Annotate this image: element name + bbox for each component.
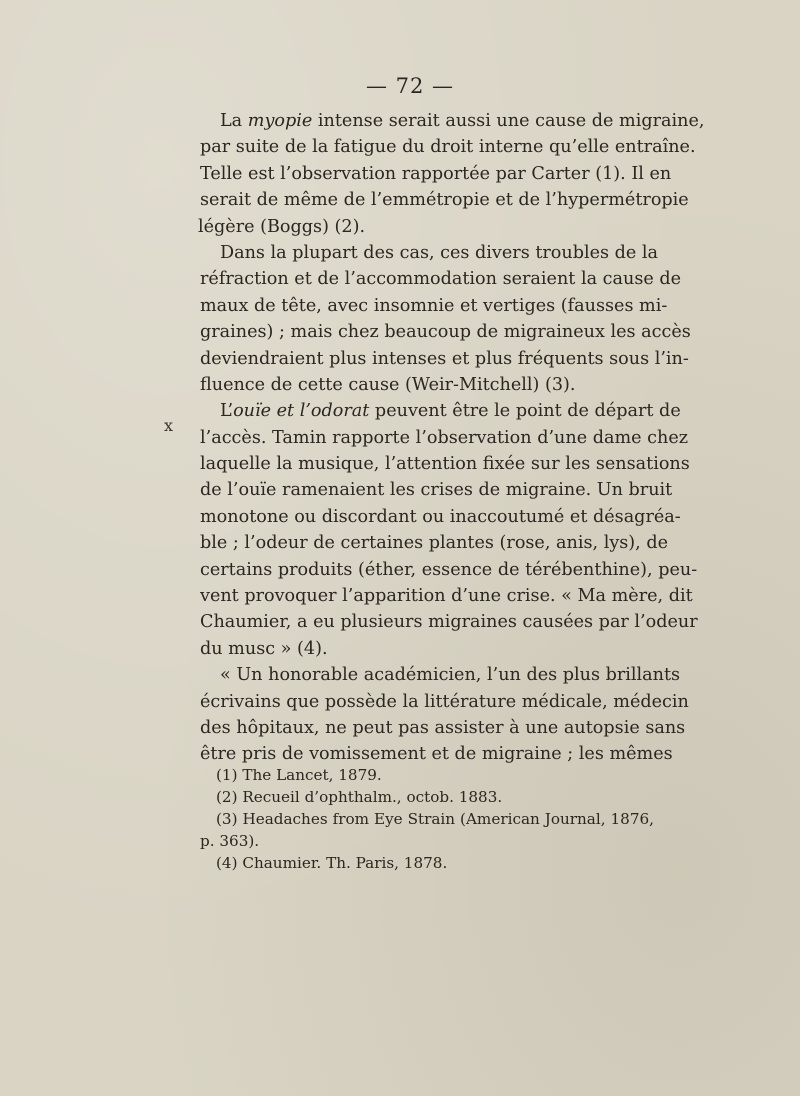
footnote: (1) The Lancet, 1879. [216, 766, 382, 784]
emphasis-myopie: myopie [247, 111, 313, 131]
footnote-continuation: p. 363). [200, 832, 260, 850]
text-line: de l’ouïe ramenaient les crises de migraine. Un bruit [200, 480, 673, 501]
text-line: réfraction et de l’accommodation seraient la cause de [200, 269, 682, 290]
text-line: par suite de la fatigue du droit interne qu’elle entraîne. [200, 137, 696, 158]
text-line: L’ouïe et l’odorat peuvent être le point de départ de [220, 401, 681, 422]
footnote: (3) Headaches from Eye Strain (American Journal, 1876, [216, 810, 654, 828]
body-text [198, 108, 705, 768]
text-line: serait de même de l’emmétropie et de l’hypermétropie [200, 190, 689, 211]
footnotes [200, 764, 654, 874]
text-line: deviendraient plus intenses et plus fréquents sous l’in- [200, 348, 689, 369]
text-line: certains produits (éther, essence de térébenthine), peu- [200, 559, 698, 580]
text-line: laquelle la musique, l’attention fixée sur les sensations [200, 454, 690, 475]
text-line: légère (Boggs) (2). [198, 216, 366, 237]
text-line: vent provoquer l’apparition d’une crise. « Ma mère, dit [200, 586, 693, 607]
emphasis-ouie-odorat: ouïe et l’odorat [233, 401, 370, 422]
footnote: (4) Chaumier. Th. Paris, 1878. [216, 854, 448, 872]
text-line: être pris de vomissement et de migraine ; les mêmes [200, 744, 673, 765]
text-line: monotone ou discordant ou inaccoutumé et désagréa- [200, 506, 681, 527]
text-line: ble ; l’odeur de certaines plantes (rose, anis, lys), de [200, 533, 669, 554]
text-line: des hôpitaux, ne peut pas assister à une autopsie sans [200, 717, 686, 738]
text-line: La myopie intense serait aussi une cause de migraine, [220, 111, 705, 131]
footnote: (2) Recueil d’ophthalm., octob. 1883. [216, 788, 503, 806]
text-line: fluence de cette cause (Weir-Mitchell) (3). [200, 374, 576, 395]
text-line: graines) ; mais chez beaucoup de migraineux les accès [200, 322, 691, 343]
margin-annotation-mark: x [164, 416, 174, 435]
page-number: — 72 — [365, 74, 455, 98]
text-line: l’accès. Tamin rapporte l’observation d’une dame chez [200, 427, 689, 448]
text-line: Telle est l’observation rapportée par Carter (1). Il en [200, 163, 672, 184]
text-line: du musc » (4). [200, 638, 328, 659]
text-line: Dans la plupart des cas, ces divers troubles de la [220, 242, 659, 263]
text-line: Chaumier, a eu plusieurs migraines causées par l’odeur [200, 612, 698, 633]
text-line: maux de tête, avec insomnie et vertiges (fausses mi- [200, 295, 668, 316]
text-line: écrivains que possède la littérature médicale, médecin [200, 691, 689, 712]
text-line: « Un honorable académicien, l’un des plus brillants [220, 665, 681, 686]
